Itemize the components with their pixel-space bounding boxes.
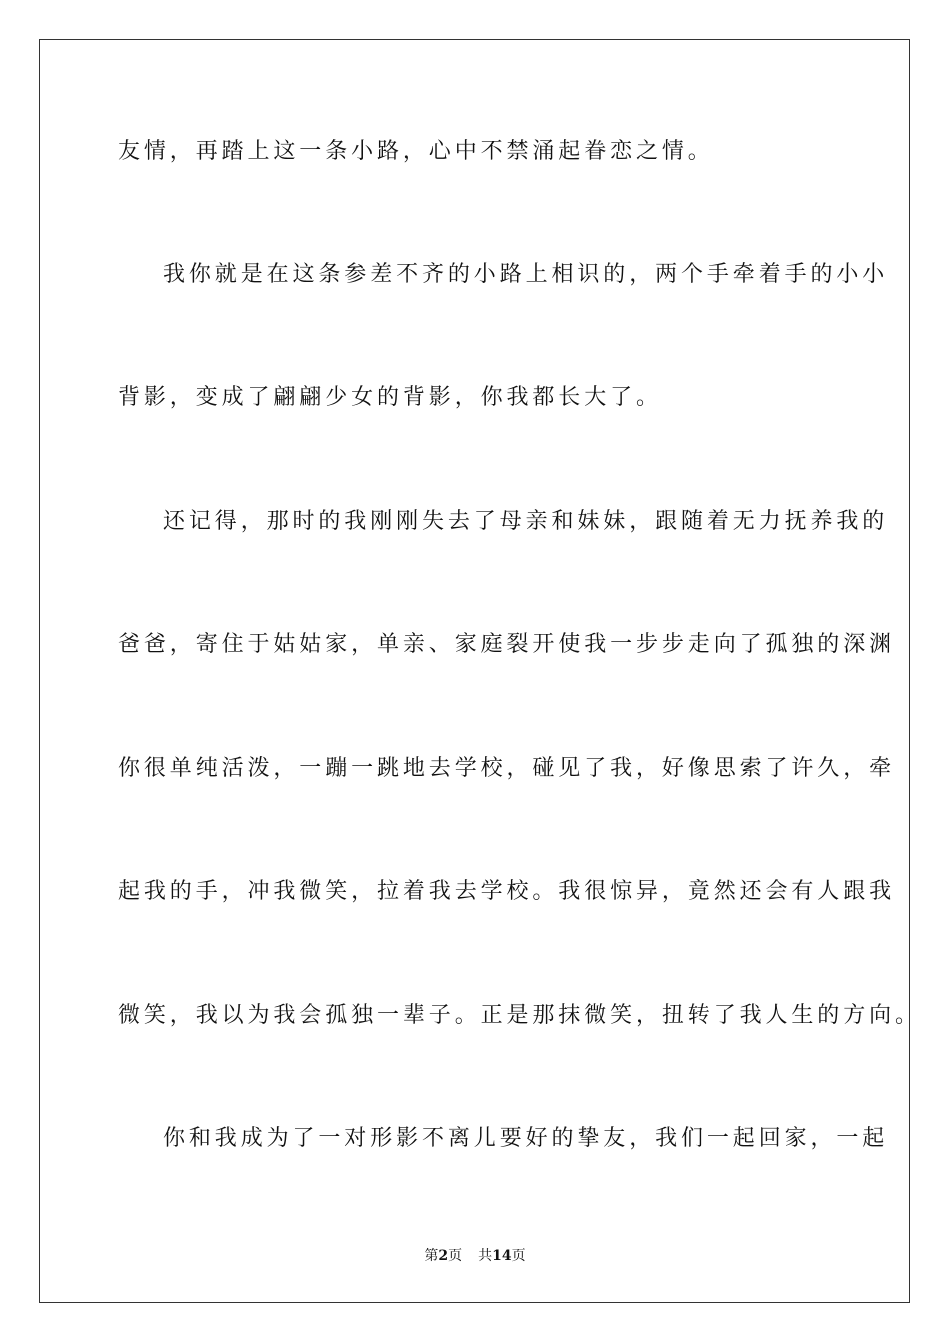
text-line: 爸爸，寄住于姑姑家，单亲、家庭裂开使我一步步走向了孤独的深渊 [118, 632, 896, 657]
text-line: 背影，变成了翩翩少女的背影，你我都长大了。 [118, 385, 662, 410]
total-label-prefix: 共 [478, 1248, 493, 1264]
page-footer [0, 1246, 950, 1266]
page-label-prefix: 第 [424, 1248, 439, 1264]
total-pages: 14 [492, 1248, 512, 1264]
page-border [39, 39, 910, 1303]
page-label-suffix: 页 [448, 1248, 463, 1264]
text-line: 微笑，我以为我会孤独一辈子。正是那抹微笑，扭转了我人生的方向。 [118, 1003, 921, 1028]
text-line: 你和我成为了一对形影不离儿要好的挚友，我们一起回家，一起 [163, 1126, 889, 1151]
text-line: 我你就是在这条参差不齐的小路上相识的，两个手牵着手的小小 [163, 262, 889, 287]
text-line: 还记得，那时的我刚刚失去了母亲和妹妹，跟随着无力抚养我的 [163, 509, 889, 534]
page-number: 2 [438, 1248, 449, 1264]
text-line: 起我的手，冲我微笑，拉着我去学校。我很惊异，竟然还会有人跟我 [118, 879, 896, 904]
total-label-suffix: 页 [511, 1248, 526, 1264]
text-line: 你很单纯活泼，一蹦一跳地去学校，碰见了我，好像思索了许久，牵 [118, 756, 896, 781]
text-line: 友情，再踏上这一条小路，心中不禁涌起眷恋之情。 [118, 139, 714, 164]
